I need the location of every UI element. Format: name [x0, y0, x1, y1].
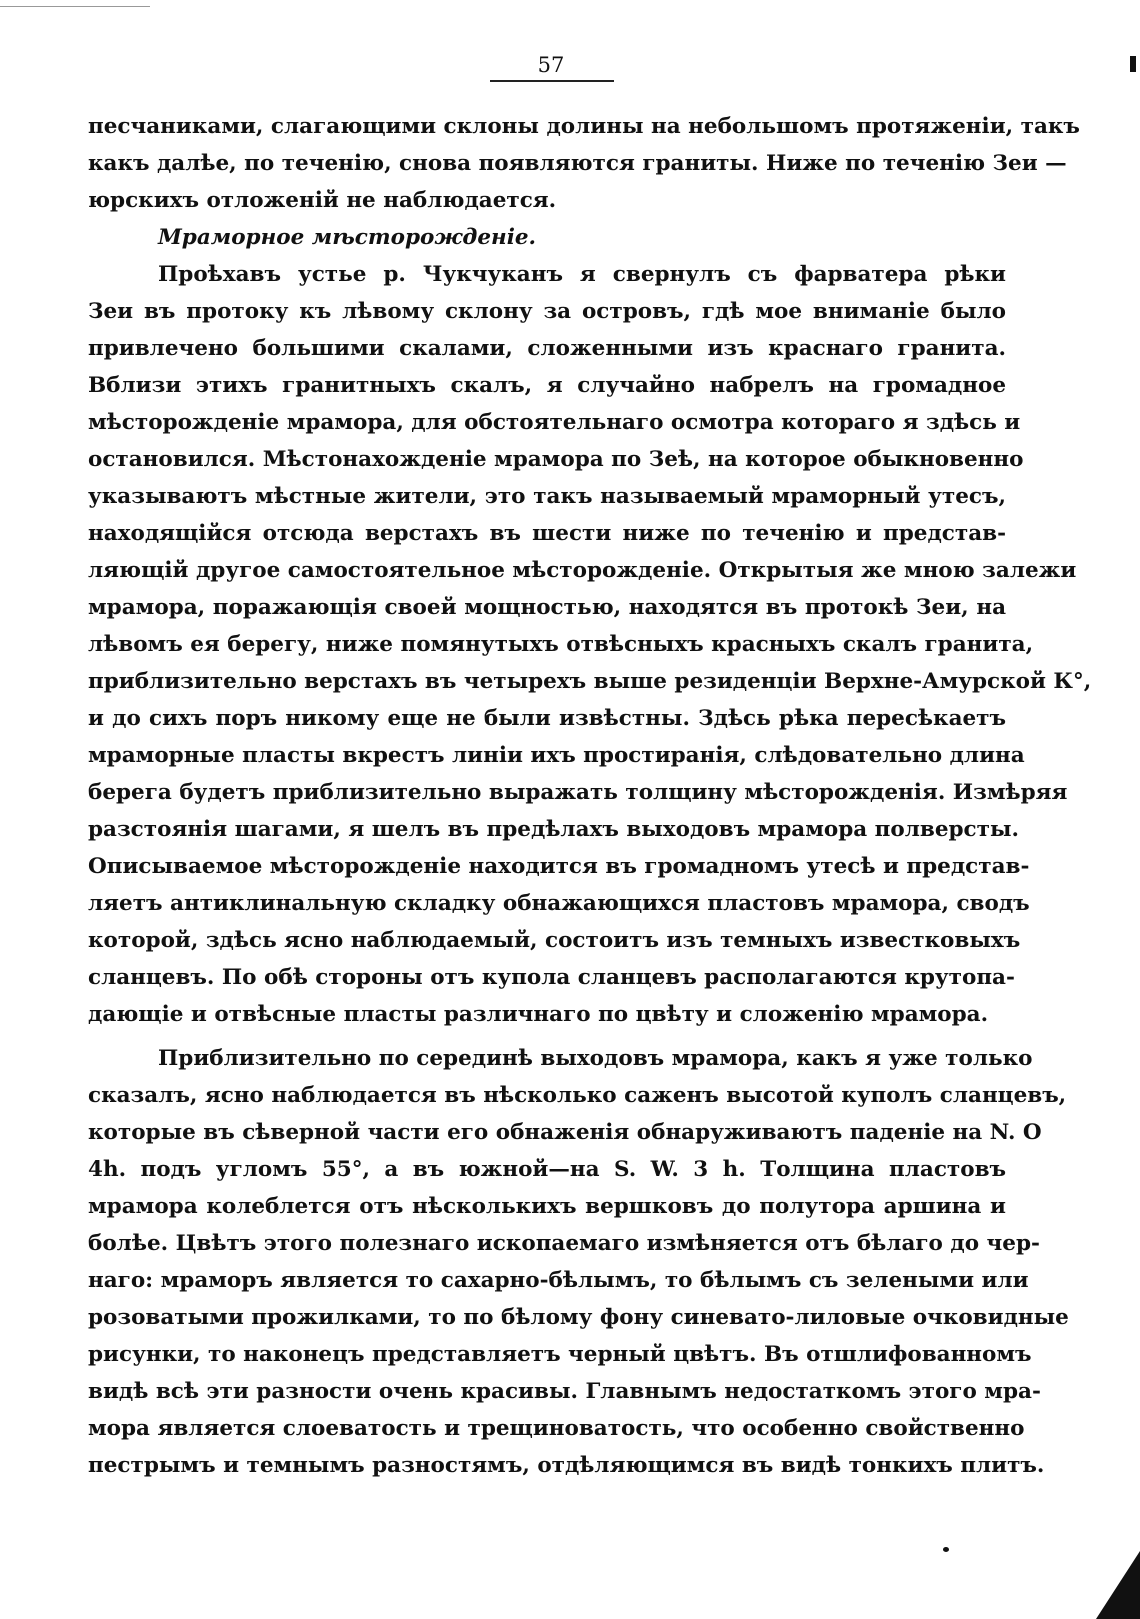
page-number: 57: [537, 53, 565, 77]
text-line: сказалъ, ясно наблюдается въ нѣсколько саженъ высотой куполъ сланцевъ,: [88, 1083, 1067, 1108]
text-line: рисунки, то наконецъ представляетъ черный цвѣтъ. Въ отшлифованномъ: [88, 1342, 1032, 1367]
text-line: лѣвомъ ея берегу, ниже помянутыхъ отвѣсныхъ красныхъ скалъ гранита,: [88, 632, 1034, 657]
text-line: и до сихъ поръ никому еще не были извѣстны. Здѣсь рѣка пересѣкаетъ: [88, 706, 1006, 731]
text-line: сланцевъ. По обѣ стороны отъ купола сланцевъ располагаются крутопа-: [88, 965, 1015, 990]
text-line: ляющій другое самостоятельное мѣсторожденіе. Открытыя же мною залежи: [88, 558, 1077, 583]
text-line: Вблизи этихъ гранитныхъ скалъ, я случайно набрелъ на громадное: [88, 373, 1006, 398]
section-heading: Мраморное мѣсторожденіе.: [158, 225, 537, 250]
text-line: Проѣхавъ устье р. Чукчуканъ я свернулъ съ фарватера рѣки: [158, 262, 1006, 287]
text-line: ляетъ антиклинальную складку обнажающихся пластовъ мрамора, сводъ: [88, 891, 1030, 916]
text-line: 4h. подъ угломъ 55°, а въ южной—на S. W. 3 h. Толщина пластовъ: [88, 1157, 1006, 1182]
text-line: мрамора колеблется отъ нѣсколькихъ вершковъ до полутора аршина и: [88, 1194, 1006, 1219]
text-line: мраморные пласты вкрестъ линіи ихъ простиранія, слѣдовательно длина: [88, 743, 1025, 768]
text-line: Зеи въ протоку къ лѣвому склону за островъ, гдѣ мое вниманіе было: [88, 299, 1006, 324]
text-line: находящійся отсюда верстахъ въ шести ниже по теченію и представ-: [88, 521, 1006, 546]
text-line: берега будетъ приблизительно выражать толщину мѣсторожденія. Измѣряя: [88, 780, 1068, 805]
scan-edge-mark-right: [1130, 56, 1136, 72]
text-line: Приблизительно по серединѣ выходовъ мрамора, какъ я уже только: [158, 1046, 1033, 1071]
text-line: мѣсторожденіе мрамора, для обстоятельнаго осмотра котораго я здѣсь и: [88, 410, 1021, 435]
text-line: которой, здѣсь ясно наблюдаемый, состоитъ изъ темныхъ известковыхъ: [88, 928, 1021, 953]
scan-edge-mark: [0, 0, 150, 7]
text-line: розоватыми прожилками, то по бѣлому фону синевато-лиловые очковидные: [88, 1305, 1069, 1330]
text-line: дающіе и отвѣсные пласты различнаго по цвѣту и сложенію мрамора.: [88, 1002, 989, 1027]
text-line: какъ далѣе, по теченію, снова появляются граниты. Ниже по теченію Зеи —: [88, 151, 1067, 176]
text-line: видѣ всѣ эти разности очень красивы. Главнымъ недостаткомъ этого мра-: [88, 1379, 1041, 1404]
text-line: Описываемое мѣсторожденіе находится въ громадномъ утесѣ и представ-: [88, 854, 1030, 879]
text-line: указываютъ мѣстные жители, это такъ называемый мраморный утесъ,: [88, 484, 1006, 509]
text-line: юрскихъ отложеній не наблюдается.: [88, 188, 557, 213]
text-line: песчаниками, слагающими склоны долины на небольшомъ протяженіи, такъ: [88, 114, 1080, 139]
text-line: которые въ сѣверной части его обнаженія обнаруживаютъ паденіе на N. O: [88, 1120, 1042, 1145]
text-line: остановился. Мѣстонахожденіе мрамора по Зеѣ, на которое обыкновенно: [88, 447, 1024, 472]
text-line: мора является слоеватость и трещиноватость, что особенно свойственно: [88, 1416, 1025, 1441]
text-line: наго: мраморъ является то сахарно-бѣлымъ, то бѣлымъ съ зелеными или: [88, 1268, 1029, 1293]
page-number-rule: [490, 80, 614, 82]
text-line: пестрымъ и темнымъ разностямъ, отдѣляющимся въ видѣ тонкихъ плитъ.: [88, 1453, 1045, 1478]
page-corner-shadow: [1096, 1551, 1140, 1619]
text-line: приблизительно верстахъ въ четырехъ выше резиденціи Верхне-Амурской К°,: [88, 669, 1092, 694]
text-line: разстоянія шагами, я шелъ въ предѣлахъ выходовъ мрамора полверсты.: [88, 817, 1019, 842]
ink-speck: [943, 1547, 949, 1552]
text-line: болѣе. Цвѣтъ этого полезнаго ископаемаго измѣняется отъ бѣлаго до чер-: [88, 1231, 1040, 1256]
text-line: мрамора, поражающія своей мощностью, находятся въ протокѣ Зеи, на: [88, 595, 1006, 620]
text-line: привлечено большими скалами, сложенными изъ краснаго гранита.: [88, 336, 1006, 361]
